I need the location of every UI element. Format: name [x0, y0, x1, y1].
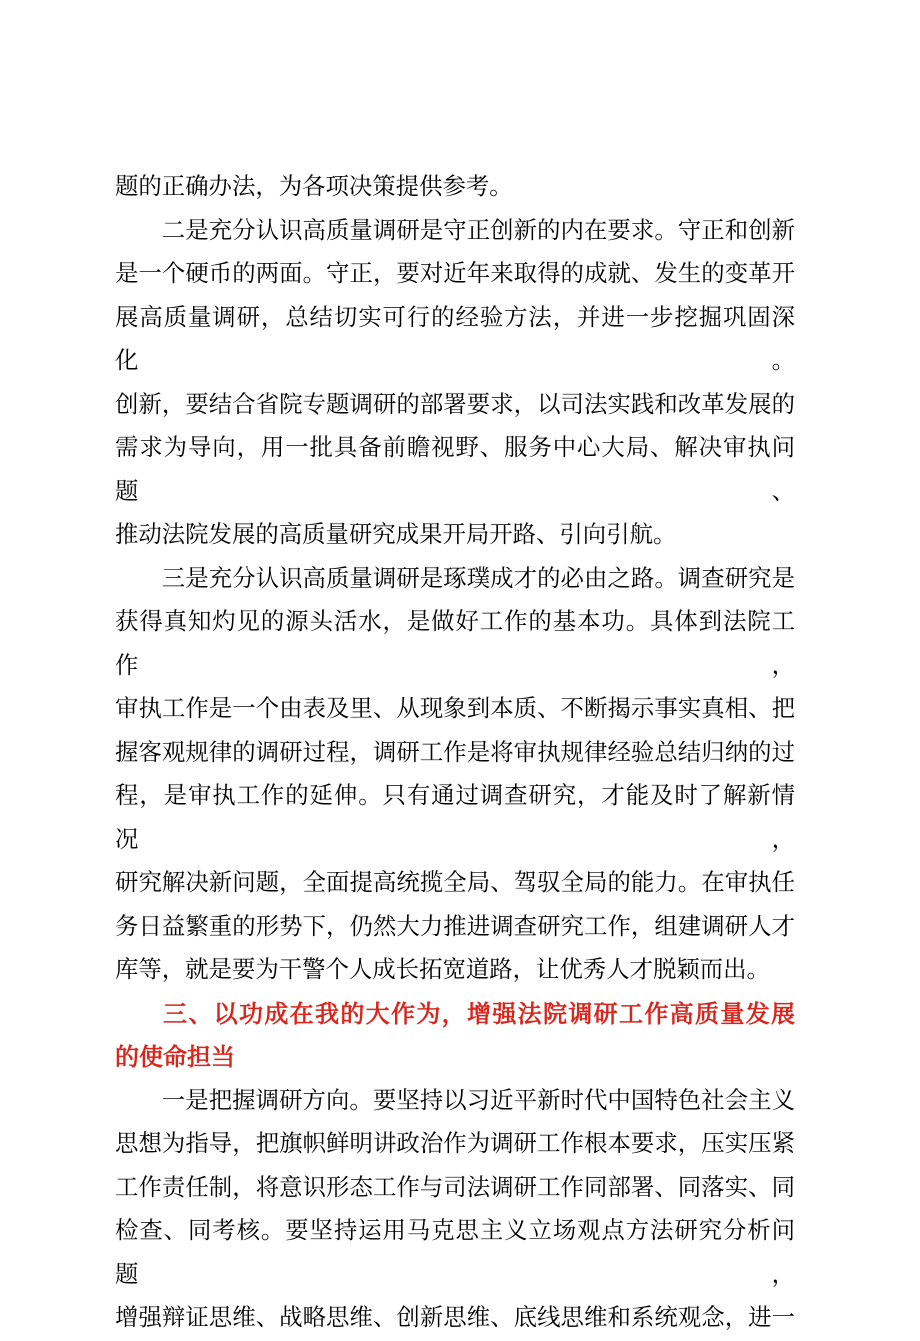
text-line: 务日益繁重的形势下，仍然大力推进调查研究工作，组建调研人才: [115, 913, 795, 940]
text-line: 展高质量调研，总结切实可行的经验方法，并进一步挖掘巩固深化。: [115, 304, 795, 374]
paragraph: [115, 210, 795, 558]
text-line: 库等，就是要为干警个人成长拓宽道路，让优秀人才脱颖而出。: [115, 957, 770, 983]
document-body: [115, 166, 795, 1341]
text-line: 审执工作是一个由表及里、从现象到本质、不断揭示事实真相、把: [115, 696, 795, 722]
text-line: 是一个硬币的两面。守正，要对近年来取得的成就、发生的变革开: [115, 261, 795, 287]
text-line: 程，是审执工作的延伸。只有通过调查研究，才能及时了解新情况，: [115, 783, 795, 853]
text-line: 三是充分认识高质量调研是琢璞成才的必由之路。调查研究是: [161, 565, 795, 592]
text-line: 的使命担当: [115, 1044, 235, 1071]
text-line: 研究解决新问题，全面提高统揽全局、驾驭全局的能力。在审执任: [115, 870, 795, 896]
text-line: 工作责任制，将意识形态工作与司法调研工作同部署、同落实、同: [115, 1174, 795, 1201]
text-line: 一是把握调研方向。要坚持以习近平新时代中国特色社会主义: [161, 1087, 795, 1114]
text-line: 握客观规律的调研过程，调研工作是将审执规律经验总结归纳的过: [115, 739, 795, 766]
text-line: 需求为导向，用一批具备前瞻视野、服务中心大局、解决审执问题、: [115, 435, 795, 505]
section-heading: [115, 993, 795, 1080]
paragraph: [115, 558, 795, 993]
text-line: 获得真知灼见的源头活水，是做好工作的基本功。具体到法院工作，: [115, 609, 795, 679]
paragraph: [115, 1080, 795, 1341]
text-line: 创新，要结合省院专题调研的部署要求，以司法实践和改革发展的: [115, 391, 795, 418]
text-line: 检查、同考核。要坚持运用马克思主义立场观点方法研究分析问题，: [115, 1218, 795, 1288]
text-line: 思想为指导，把旗帜鲜明讲政治作为调研工作根本要求，压实压紧: [115, 1131, 795, 1157]
text-line: 题的正确办法，为各项决策提供参考。: [115, 174, 513, 200]
text-line: 增强辩证思维、战略思维、创新思维、底线思维和系统观念，进一: [115, 1305, 795, 1331]
text-line: 推动法院发展的高质量研究成果开局开路、引向引航。: [115, 522, 677, 548]
text-line: 三、以功成在我的大作为，增强法院调研工作高质量发展: [163, 1000, 795, 1028]
paragraph: [115, 166, 795, 210]
text-line: 二是充分认识高质量调研是守正创新的内在要求。守正和创新: [161, 217, 795, 244]
